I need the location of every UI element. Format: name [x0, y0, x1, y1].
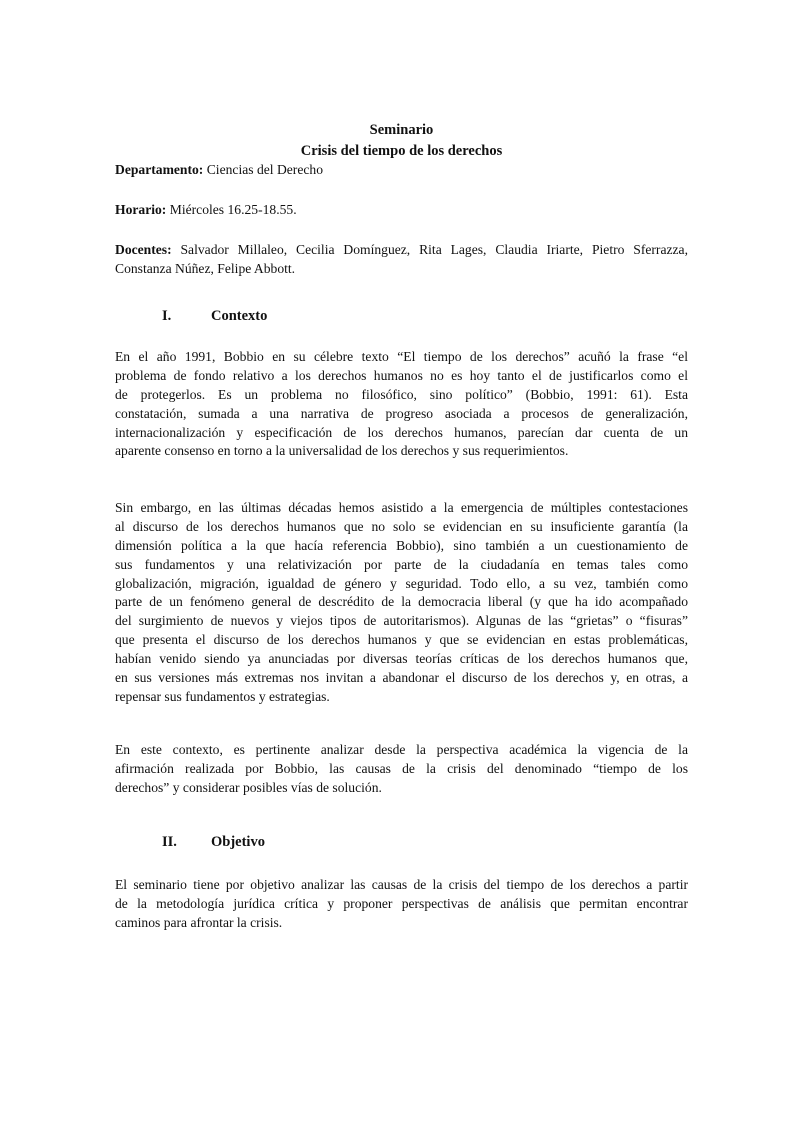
horario-value: Miércoles 16.25-18.55. [166, 202, 297, 217]
paragraph-line: Sin embargo, en las últimas décadas hemos asistido a la emergencia de múltiples contestaciones [115, 500, 688, 515]
paragraph-line: del surgimiento de nuevos y viejos tipos de autoritarismos). Algunas de las “grietas” o “fisuras” [115, 613, 688, 629]
paragraph-line: El seminario tiene por objetivo analizar las causas de la crisis del tiempo de los derechos a partir [115, 877, 688, 892]
paragraph-line: caminos para afrontar la crisis. [115, 914, 283, 930]
docentes-value-2: Constanza Núñez, Felipe Abbott. [115, 260, 296, 276]
paragraph-4 [115, 876, 688, 933]
paragraph-line: globalización, migración, igualdad de género y seguridad. Todo ello, a su vez, también como [115, 575, 688, 591]
paragraph-line: problema de fondo relativo a los derechos humanos no es hoy tanto el de justificarlos como el [115, 367, 688, 383]
paragraph-3 [115, 741, 688, 798]
section-1-number: I. [162, 308, 172, 324]
paragraph-line: repensar sus fundamentos y estrategias. [115, 688, 330, 704]
departamento-value: Ciencias del Derecho [203, 162, 323, 177]
paragraph-line: derechos” y considerar posibles vías de solución. [115, 779, 382, 795]
paragraph-line: dimensión política a la que hacía referencia Bobbio), sino también a un cuestionamiento de [115, 537, 688, 553]
section-2-title: Objetivo [211, 834, 265, 850]
paragraph-line: constatación, sumada a una narrativa de progreso asociada a procesos de generalización, [115, 405, 688, 421]
paragraph-line: En este contexto, es pertinente analizar desde la perspectiva académica la vigencia de la [115, 742, 688, 757]
paragraph-2 [115, 499, 688, 707]
paragraph-line: parte de un fenómeno general de descrédito de la democracia liberal (y que ha ido acompañado [115, 594, 688, 610]
paragraph-line: internacionalización y especificación de los derechos humanos, parecían dar cuenta de un [115, 424, 688, 440]
document-subtitle: Crisis del tiempo de los derechos [300, 143, 503, 159]
section-2-number: II. [162, 834, 177, 850]
paragraph-line: que presenta el discurso de los derechos humanos y que se evidencian en estas problemáticas, [115, 632, 688, 648]
paragraph-line: aparente consenso en torno a la universalidad de los derechos y sus requerimientos. [115, 443, 569, 459]
paragraph-line: en sus versiones más extremas nos invitan a abandonar el discurso de los derechos y, en otras, a [115, 670, 688, 686]
section-1-title: Contexto [211, 308, 268, 324]
paragraph-1 [115, 348, 688, 461]
field-docentes [115, 241, 688, 279]
paragraph-line: al discurso de los derechos humanos que no solo se evidencian en su insuficiente garantía (la [115, 518, 688, 534]
paragraph-line: de protegerlos. Es un problema no filosófico, sino político” (Bobbio, 1991: 61). Esta [115, 386, 688, 402]
docentes-value-1: Salvador Millaleo, Cecilia Domínguez, Rita Lages, Claudia Iriarte, Pietro Sferrazza, [171, 242, 688, 257]
paragraph-line: de la metodología jurídica crítica y proponer perspectivas de análisis que permitan encontrar [115, 895, 688, 911]
paragraph-line: habían venido siendo ya anunciadas por diversas teorías críticas de los derechos humanos que, [115, 651, 688, 667]
paragraph-line: En el año 1991, Bobbio en su célebre texto “El tiempo de los derechos” acuñó la frase “el [115, 349, 688, 364]
field-departamento [115, 161, 688, 180]
horario-label: Horario: [115, 202, 167, 217]
departamento-label: Departamento: [115, 162, 204, 177]
field-horario [115, 201, 688, 220]
paragraph-line: afirmación realizada por Bobbio, las causas de la crisis del denominado “tiempo de los [115, 760, 688, 776]
docentes-label: Docentes: [115, 242, 172, 257]
paragraph-line: sus fundamentos y una relativización por parte de la ciudadanía en temas tales como [115, 556, 688, 572]
document-title: Seminario [369, 122, 434, 138]
